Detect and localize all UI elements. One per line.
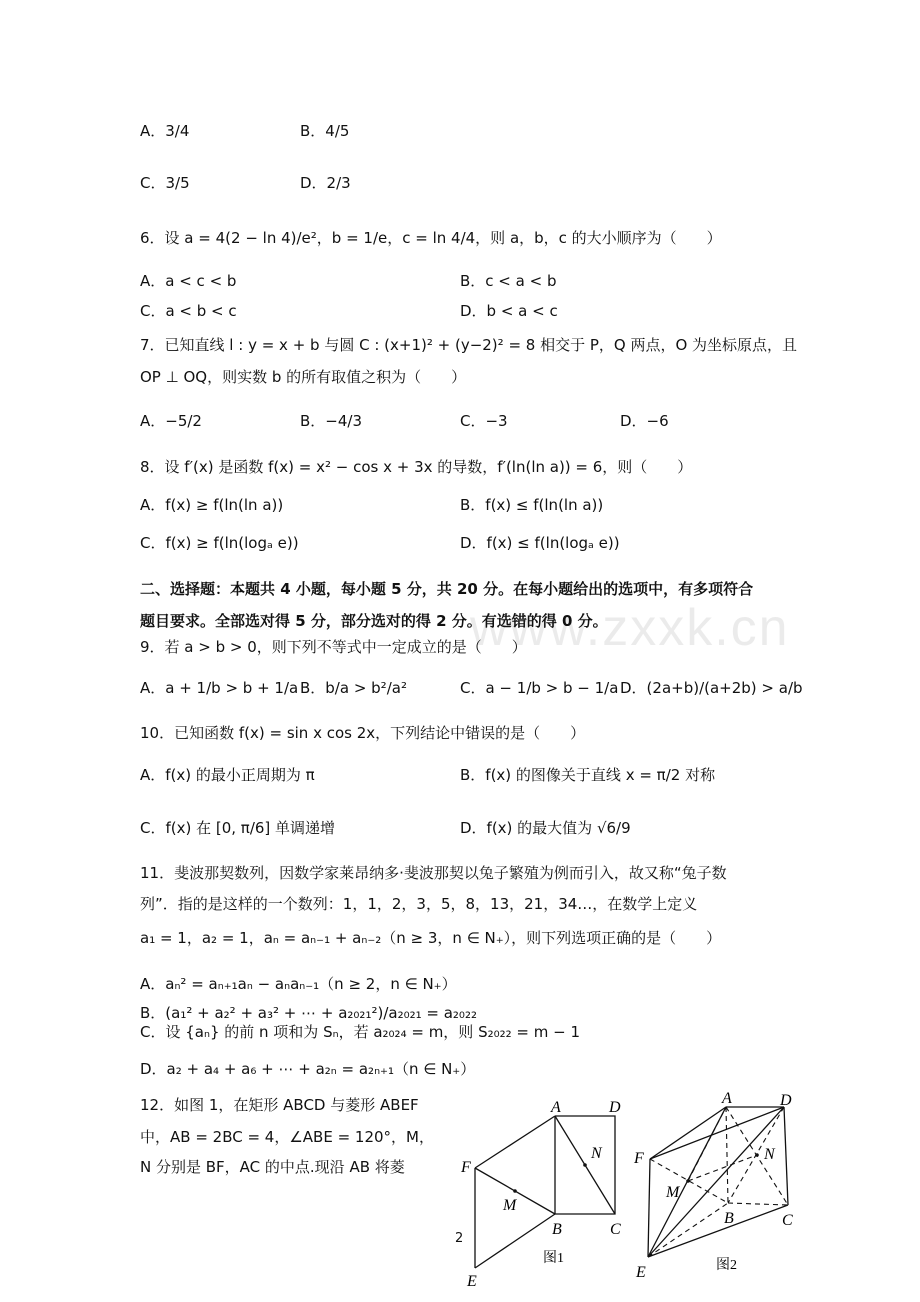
fig1-label-n: N xyxy=(591,1145,602,1162)
q8-option-a: A．f(x) ≥ f(ln(ln a)) xyxy=(140,496,284,514)
q6-option-c: C．a < b < c xyxy=(140,302,237,320)
q8-option-c: C．f(x) ≥ f(ln(logₐ e)) xyxy=(140,534,299,552)
fig1-label-c: C xyxy=(610,1221,621,1238)
fig2-label-a: A xyxy=(722,1090,732,1107)
q11-option-a: A．aₙ² = aₙ₊₁aₙ − aₙaₙ₋₁（n ≥ 2，n ∈ N₊） xyxy=(140,975,457,993)
q11-option-d: D．a₂ + a₄ + a₆ + ⋯ + a₂ₙ = a₂ₙ₊₁（n ∈ N₊） xyxy=(140,1060,476,1078)
q12-stem-line1: 12．如图 1，在矩形 ABCD 与菱形 ABEF xyxy=(140,1096,419,1114)
q12-stem-line2: 中，AB = 2BC = 4，∠ABE = 120°，M， xyxy=(140,1128,435,1146)
q11-stem-line3: a₁ = 1，a₂ = 1，aₙ = aₙ₋₁ + aₙ₋₂（n ≥ 3，n ∈ N₊），则下列选项正确的是（ ） xyxy=(140,929,722,947)
fig2-caption: 图2 xyxy=(716,1258,737,1273)
fig1-label-e: E xyxy=(467,1273,477,1290)
fig2-label-m: M xyxy=(666,1184,680,1201)
q11-stem-line2: 列”．指的是这样的一个数列：1，1，2，3，5，8，13，21，34…，在数学上定义 xyxy=(140,895,698,913)
q6-stem: 6．设 a = 4(2 − ln 4)/e²，b = 1/e，c = ln 4/4，则 a，b，c 的大小顺序为（ ） xyxy=(140,229,722,247)
fig1-label-a: A xyxy=(551,1099,561,1116)
q10-option-d: D．f(x) 的最大值为 √6/9 xyxy=(460,819,631,837)
q10-option-a: A．f(x) 的最小正周期为 π xyxy=(140,766,315,784)
q7-option-d: D．−6 xyxy=(620,412,669,430)
figure-2 xyxy=(630,1085,810,1285)
fig2-label-b: B xyxy=(724,1210,734,1227)
section2-heading-line1: 二、选择题：本题共 4 小题，每小题 5 分，共 20 分。在每小题给出的选项中，有多项符合 xyxy=(140,580,754,598)
q9-option-c: C．a − 1/b > b − 1/a xyxy=(460,679,619,697)
fig1-label-b: B xyxy=(552,1221,562,1238)
q12-stem-line3: N 分别是 BF，AC 的中点.现沿 AB 将菱 xyxy=(140,1158,405,1176)
q8-option-d: D．f(x) ≤ f(ln(logₐ e)) xyxy=(460,534,620,552)
watermark: www.zxxk.cn xyxy=(470,599,790,657)
fig2-label-f: F xyxy=(634,1150,644,1167)
fig1-label-d: D xyxy=(609,1099,621,1116)
q7-option-b: B．−4/3 xyxy=(300,412,362,430)
fig1-caption: 图1 xyxy=(543,1251,564,1266)
q7-option-c: C．−3 xyxy=(460,412,508,430)
q11-option-b: B．(a₁² + a₂² + a₃² + ⋯ + a₂₀₂₁²)/a₂₀₂₁ = a₂₀₂₂ xyxy=(140,1004,477,1022)
q11-stem-line1: 11．斐波那契数列，因数学家莱昂纳多·斐波那契以兔子繁殖为例而引入，故又称“兔子数 xyxy=(140,864,727,882)
q10-option-b: B．f(x) 的图像关于直线 x = π/2 对称 xyxy=(460,766,716,784)
q6-option-d: D．b < a < c xyxy=(460,302,558,320)
page-number: 2 xyxy=(455,1231,464,1246)
q9-option-b: B．b/a > b²/a² xyxy=(300,679,407,697)
q9-stem: 9．若 a > b > 0，则下列不等式中一定成立的是（ ） xyxy=(140,638,527,656)
fig1-label-f: F xyxy=(461,1159,471,1176)
fig1-label-m: M xyxy=(503,1197,517,1214)
section2-heading-line2: 题目要求。全部选对得 5 分，部分选对的得 2 分。有选错的得 0 分。 xyxy=(140,612,608,630)
fig2-label-n: N xyxy=(764,1146,775,1163)
q5-option-c: C．3/5 xyxy=(140,174,190,192)
q11-option-c: C．设 {aₙ} 的前 n 项和为 Sₙ，若 a₂₀₂₄ = m，则 S₂₀₂₂ = m − 1 xyxy=(140,1023,581,1041)
fig2-label-c: C xyxy=(782,1212,793,1229)
q8-option-b: B．f(x) ≤ f(ln(ln a)) xyxy=(460,496,604,514)
q6-option-b: B．c < a < b xyxy=(460,272,557,290)
q7-option-a: A．−5/2 xyxy=(140,412,202,430)
fig2-label-e: E xyxy=(636,1264,646,1281)
q9-option-a: A．a + 1/b > b + 1/a xyxy=(140,679,299,697)
q5-option-a: A．3/4 xyxy=(140,122,190,140)
figure-1 xyxy=(455,1092,635,1292)
q9-option-d: D．(2a+b)/(a+2b) > a/b xyxy=(620,679,803,697)
q7-stem-line2: OP ⊥ OQ，则实数 b 的所有取值之积为（ ） xyxy=(140,368,467,386)
q6-option-a: A．a < c < b xyxy=(140,272,237,290)
q7-stem-line1: 7．已知直线 l : y = x + b 与圆 C : (x+1)² + (y−2)² = 8 相交于 P，Q 两点，O 为坐标原点，且 xyxy=(140,336,798,354)
q5-option-d: D．2/3 xyxy=(300,174,351,192)
q10-stem: 10．已知函数 f(x) = sin x cos 2x，下列结论中错误的是（ ） xyxy=(140,724,586,742)
q10-option-c: C．f(x) 在 [0, π/6] 单调递增 xyxy=(140,819,336,837)
q8-stem: 8．设 f′(x) 是函数 f(x) = x² − cos x + 3x 的导数，f′(ln(ln a)) = 6，则（ ） xyxy=(140,458,693,476)
q5-option-b: B．4/5 xyxy=(300,122,350,140)
fig2-label-d: D xyxy=(780,1092,792,1109)
